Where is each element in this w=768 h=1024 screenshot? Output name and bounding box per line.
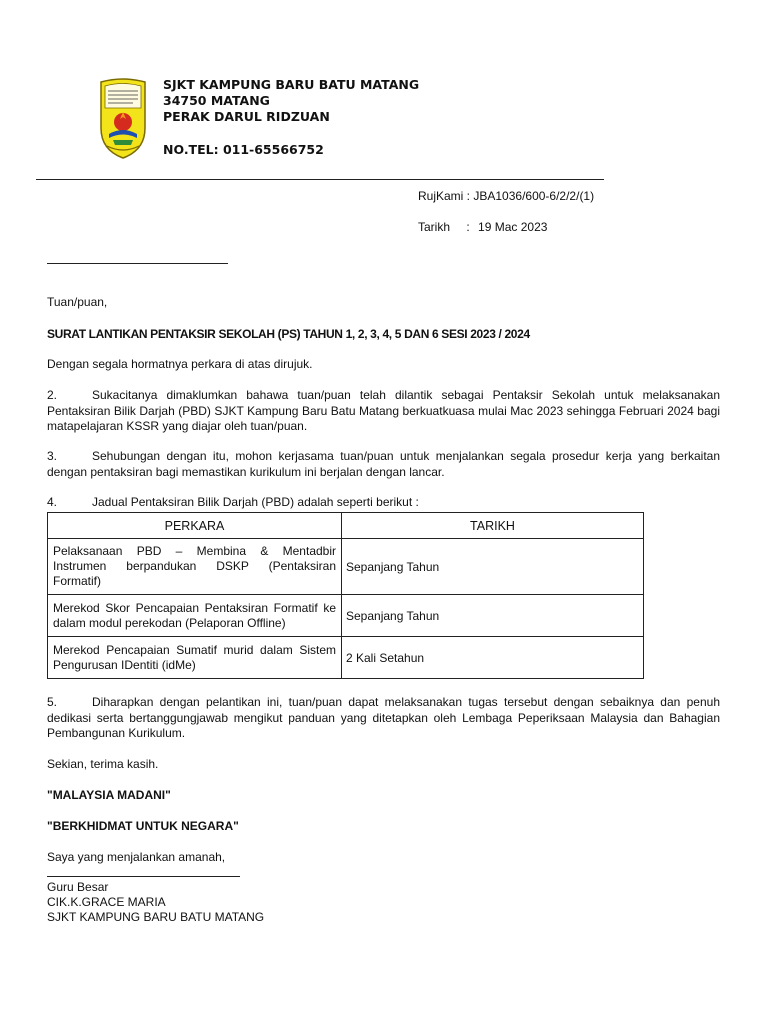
letterhead: [163, 77, 419, 158]
table-row: [48, 595, 644, 637]
school-crest-logo: [95, 78, 151, 160]
opening-line: Dengan segala hormatnya perkara di atas dirujuk.: [47, 357, 313, 371]
table-cell-tarikh: Sepanjang Tahun: [342, 539, 644, 595]
paragraph-number: 4.: [47, 495, 58, 509]
reference-block: [418, 189, 594, 234]
paragraph-5: [47, 695, 720, 742]
table-cell-perkara: Merekod Skor Pencapaian Pentaksiran Formatif ke dalam modul perekodan (Pelaporan Offline): [48, 595, 342, 637]
date-label: Tarikh: [418, 220, 451, 234]
paragraph-text: Diharapkan dengan pelantikan ini, tuan/puan dapat melaksanakan tugas tersebut dengan sebaiknya dan penuh dedikasi serta bertanggungjawab mengikut panduan yang ditetapkan oleh Lembaga Peperiksaan Malaysia dan Bahagian Pembangunan Kurikulum.: [47, 695, 720, 740]
motto-berkhidmat: "BERKHIDMAT UNTUK NEGARA": [47, 819, 239, 833]
paragraph-number: 5.: [47, 695, 58, 709]
reference-number: JBA1036/600-6/2/2/(1): [473, 189, 595, 203]
school-state: PERAK DARUL RIDZUAN: [163, 109, 330, 124]
table-header-row: [48, 513, 644, 539]
salutation: Tuan/puan,: [47, 295, 108, 309]
paragraph-3: [47, 449, 720, 480]
pbd-schedule-table: [47, 512, 644, 679]
table-cell-tarikh: Sepanjang Tahun: [342, 595, 644, 637]
paragraph-text: Sukacitanya dimaklumkan bahawa tuan/puan telah dilantik sebagai Pentaksir Sekolah untuk melaksanakan Pentaksiran Bilik Darjah (PBD) SJKT Kampung Baru Batu Matang berkuatkuasa mulai Mac 2023 sehingga Februari 2024 bagi matapelajaran KSSR yang diajar oleh tuan/puan.: [47, 388, 720, 433]
signature-line: [47, 876, 240, 877]
table-cell-perkara: Merekod Pencapaian Sumatif murid dalam Sistem Pengurusan IDentiti (idMe): [48, 637, 342, 679]
signatory-title: Guru Besar: [47, 880, 109, 894]
paragraph-2: [47, 388, 720, 435]
table-row: [48, 637, 644, 679]
date-value: 19 Mac 2023: [478, 220, 548, 234]
table-cell-tarikh: 2 Kali Setahun: [342, 637, 644, 679]
paragraph-number: 2.: [47, 388, 58, 402]
reference-label: RujKami :: [418, 189, 471, 203]
reference-number-row: [418, 189, 594, 203]
paragraph-4: [47, 495, 720, 511]
signatory-name: CIK.K.GRACE MARIA: [47, 895, 166, 909]
table-header-tarikh: TARIKH: [342, 513, 644, 539]
table-header-perkara: PERKARA: [48, 513, 342, 539]
closing-line: Sekian, terima kasih.: [47, 757, 159, 771]
paragraph-text: Sehubungan dengan itu, mohon kerjasama tuan/puan untuk menjalankan segala prosedur kerja yang berkaitan dengan pentaksiran bagi memastikan kurikulum ini berjalan dengan lancar.: [47, 449, 720, 479]
school-postcode-town: 34750 MATANG: [163, 93, 270, 108]
letterhead-divider: [36, 179, 604, 180]
date-colon: :: [466, 220, 470, 234]
table-cell-perkara: Pelaksanaan PBD – Membina & Mentadbir Instrumen berpandukan DSKP (Pentaksiran Formatif): [48, 539, 342, 595]
table-row: [48, 539, 644, 595]
letter-subject: SURAT LANTIKAN PENTAKSIR SEKOLAH (PS) TAHUN 1, 2, 3, 4, 5 DAN 6 SESI 2023 / 2024: [47, 327, 530, 341]
recipient-name-line: [47, 263, 228, 264]
school-name: SJKT KAMPUNG BARU BATU MATANG: [163, 77, 420, 92]
motto-malaysia-madani: "MALAYSIA MADANI": [47, 788, 171, 802]
school-phone: NO.TEL: 011-65566752: [163, 142, 324, 157]
paragraph-number: 3.: [47, 449, 58, 463]
sign-off: Saya yang menjalankan amanah,: [47, 850, 226, 864]
signatory-school: SJKT KAMPUNG BARU BATU MATANG: [47, 910, 265, 924]
paragraph-text: Jadual Pentaksiran Bilik Darjah (PBD) adalah seperti berikut :: [92, 495, 419, 509]
date-row: [418, 220, 594, 234]
